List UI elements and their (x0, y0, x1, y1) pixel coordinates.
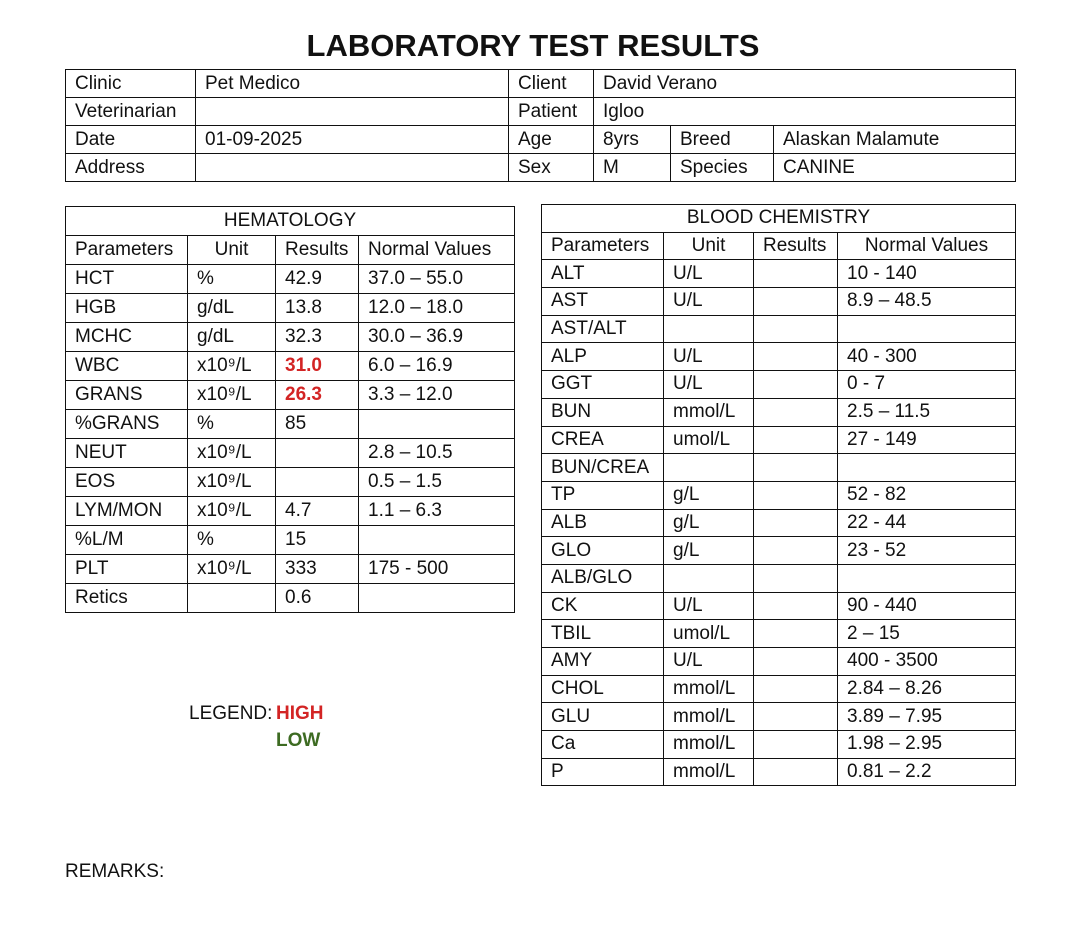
unit-cell: U/L (664, 371, 754, 399)
normal-values-cell (838, 564, 1016, 592)
result-cell (754, 371, 838, 399)
table-row (542, 288, 1016, 316)
table-row (542, 260, 1016, 288)
result-cell (754, 509, 838, 537)
parameter-cell: TBIL (542, 620, 664, 648)
normal-values-cell: 3.89 – 7.95 (838, 703, 1016, 731)
hematology-table (65, 206, 515, 613)
unit-cell: % (188, 410, 276, 439)
parameter-cell: MCHC (66, 323, 188, 352)
table-row (66, 410, 515, 439)
clinic-label: Clinic (66, 70, 196, 98)
table-row (66, 555, 515, 584)
result-cell: 32.3 (276, 323, 359, 352)
parameter-cell: ALB/GLO (542, 564, 664, 592)
table-row (542, 537, 1016, 565)
result-cell: 4.7 (276, 497, 359, 526)
normal-values-cell (359, 584, 515, 613)
table-row (542, 343, 1016, 371)
unit-cell (664, 315, 754, 343)
result-cell (754, 260, 838, 288)
legend-low: LOW (276, 730, 321, 751)
unit-cell: g/L (664, 509, 754, 537)
hematology-title: HEMATOLOGY (66, 207, 515, 236)
info-row (66, 70, 1016, 98)
table-row (66, 352, 515, 381)
result-cell (754, 620, 838, 648)
table-row (542, 371, 1016, 399)
result-cell (754, 703, 838, 731)
parameter-cell: CREA (542, 426, 664, 454)
unit-cell: g/dL (188, 294, 276, 323)
normal-values-cell: 0 - 7 (838, 371, 1016, 399)
result-cell: 333 (276, 555, 359, 584)
column-header: Results (754, 232, 838, 260)
normal-values-cell: 1.98 – 2.95 (838, 731, 1016, 759)
table-row (66, 265, 515, 294)
unit-cell: mmol/L (664, 731, 754, 759)
patient-value: Igloo (594, 98, 1016, 126)
table-row (542, 509, 1016, 537)
unit-cell: U/L (664, 288, 754, 316)
table-row (66, 526, 515, 555)
unit-cell: umol/L (664, 426, 754, 454)
unit-cell: umol/L (664, 620, 754, 648)
unit-cell (664, 454, 754, 482)
parameter-cell: TP (542, 481, 664, 509)
column-header: Unit (188, 236, 276, 265)
table-title-row (542, 205, 1016, 233)
parameter-cell: HGB (66, 294, 188, 323)
result-cell: 26.3 (276, 381, 359, 410)
table-row (542, 426, 1016, 454)
result-cell (754, 315, 838, 343)
result-cell: 85 (276, 410, 359, 439)
species-value: CANINE (774, 154, 1016, 182)
parameter-cell: EOS (66, 468, 188, 497)
result-cell (754, 454, 838, 482)
result-cell (754, 592, 838, 620)
table-row (66, 439, 515, 468)
parameter-cell: %GRANS (66, 410, 188, 439)
result-cell: 0.6 (276, 584, 359, 613)
unit-cell: % (188, 526, 276, 555)
table-row (66, 294, 515, 323)
normal-values-cell: 40 - 300 (838, 343, 1016, 371)
normal-values-cell: 6.0 – 16.9 (359, 352, 515, 381)
result-cell (754, 398, 838, 426)
parameter-cell: HCT (66, 265, 188, 294)
info-row (66, 154, 1016, 182)
date-value: 01-09-2025 (196, 126, 509, 154)
parameter-cell: P (542, 758, 664, 786)
result-cell (754, 426, 838, 454)
normal-values-cell: 22 - 44 (838, 509, 1016, 537)
legend-high: HIGH (276, 703, 324, 724)
normal-values-cell: 37.0 – 55.0 (359, 265, 515, 294)
table-row (542, 731, 1016, 759)
table-row (542, 620, 1016, 648)
vet-value (196, 98, 509, 126)
normal-values-cell: 400 - 3500 (838, 648, 1016, 676)
table-row (542, 454, 1016, 482)
result-cell (754, 288, 838, 316)
column-header: Normal Values (359, 236, 515, 265)
unit-cell: U/L (664, 648, 754, 676)
normal-values-cell: 30.0 – 36.9 (359, 323, 515, 352)
vet-label: Veterinarian (66, 98, 196, 126)
normal-values-cell (359, 526, 515, 555)
remarks-label: REMARKS: (65, 861, 165, 882)
page-title: LABORATORY TEST RESULTS (306, 28, 760, 63)
parameter-cell: CK (542, 592, 664, 620)
parameter-cell: BUN (542, 398, 664, 426)
address-value (196, 154, 509, 182)
result-cell: 15 (276, 526, 359, 555)
normal-values-cell: 3.3 – 12.0 (359, 381, 515, 410)
breed-label: Breed (671, 126, 774, 154)
unit-cell: x10⁹/L (188, 381, 276, 410)
parameter-cell: Retics (66, 584, 188, 613)
unit-cell: g/L (664, 481, 754, 509)
unit-cell: x10⁹/L (188, 439, 276, 468)
normal-values-cell: 52 - 82 (838, 481, 1016, 509)
address-label: Address (66, 154, 196, 182)
unit-cell: mmol/L (664, 758, 754, 786)
info-row (66, 126, 1016, 154)
parameter-cell: GRANS (66, 381, 188, 410)
client-value: David Verano (594, 70, 1016, 98)
parameter-cell: NEUT (66, 439, 188, 468)
result-cell (754, 343, 838, 371)
table-row (66, 584, 515, 613)
table-row (66, 468, 515, 497)
table-row (542, 592, 1016, 620)
normal-values-cell: 2.5 – 11.5 (838, 398, 1016, 426)
result-cell (276, 439, 359, 468)
blood-chemistry-body (542, 205, 1016, 786)
unit-cell: mmol/L (664, 675, 754, 703)
blood-chemistry-table (541, 204, 1016, 786)
normal-values-cell: 10 - 140 (838, 260, 1016, 288)
normal-values-cell: 90 - 440 (838, 592, 1016, 620)
normal-values-cell: 1.1 – 6.3 (359, 497, 515, 526)
sex-value: M (594, 154, 671, 182)
client-label: Client (509, 70, 594, 98)
unit-cell: mmol/L (664, 398, 754, 426)
unit-cell: U/L (664, 343, 754, 371)
parameter-cell: AMY (542, 648, 664, 676)
normal-values-cell: 0.81 – 2.2 (838, 758, 1016, 786)
unit-cell: mmol/L (664, 703, 754, 731)
result-cell (754, 731, 838, 759)
hematology-body (66, 207, 515, 613)
normal-values-cell: 2.8 – 10.5 (359, 439, 515, 468)
unit-cell (188, 584, 276, 613)
parameter-cell: LYM/MON (66, 497, 188, 526)
species-label: Species (671, 154, 774, 182)
table-row (542, 564, 1016, 592)
table-row (542, 758, 1016, 786)
parameter-cell: BUN/CREA (542, 454, 664, 482)
parameter-cell: WBC (66, 352, 188, 381)
table-row (66, 323, 515, 352)
column-header: Unit (664, 232, 754, 260)
unit-cell: U/L (664, 592, 754, 620)
parameter-cell: CHOL (542, 675, 664, 703)
normal-values-cell: 8.9 – 48.5 (838, 288, 1016, 316)
table-header-row (542, 232, 1016, 260)
normal-values-cell: 23 - 52 (838, 537, 1016, 565)
normal-values-cell: 2 – 15 (838, 620, 1016, 648)
normal-values-cell: 12.0 – 18.0 (359, 294, 515, 323)
table-row (66, 497, 515, 526)
unit-cell: g/L (664, 537, 754, 565)
column-header: Normal Values (838, 232, 1016, 260)
unit-cell: x10⁹/L (188, 555, 276, 584)
parameter-cell: AST/ALT (542, 315, 664, 343)
parameter-cell: ALT (542, 260, 664, 288)
parameter-cell: GLU (542, 703, 664, 731)
table-row (542, 648, 1016, 676)
unit-cell (664, 564, 754, 592)
result-cell: 31.0 (276, 352, 359, 381)
table-row (542, 398, 1016, 426)
blood-chemistry-title: BLOOD CHEMISTRY (542, 205, 1016, 233)
legend-label: LEGEND: (189, 703, 273, 724)
unit-cell: x10⁹/L (188, 497, 276, 526)
column-header: Results (276, 236, 359, 265)
result-cell (754, 648, 838, 676)
patient-label: Patient (509, 98, 594, 126)
normal-values-cell: 27 - 149 (838, 426, 1016, 454)
unit-cell: % (188, 265, 276, 294)
age-label: Age (509, 126, 594, 154)
result-cell: 42.9 (276, 265, 359, 294)
parameter-cell: ALB (542, 509, 664, 537)
date-label: Date (66, 126, 196, 154)
normal-values-cell (838, 454, 1016, 482)
table-row (66, 381, 515, 410)
column-header: Parameters (542, 232, 664, 260)
breed-value: Alaskan Malamute (774, 126, 1016, 154)
parameter-cell: GLO (542, 537, 664, 565)
patient-info-table (65, 69, 1016, 182)
column-header: Parameters (66, 236, 188, 265)
parameter-cell: ALP (542, 343, 664, 371)
normal-values-cell (359, 410, 515, 439)
normal-values-cell: 2.84 – 8.26 (838, 675, 1016, 703)
normal-values-cell (838, 315, 1016, 343)
parameter-cell: GGT (542, 371, 664, 399)
table-row (542, 675, 1016, 703)
table-row (542, 703, 1016, 731)
parameter-cell: PLT (66, 555, 188, 584)
unit-cell: g/dL (188, 323, 276, 352)
unit-cell: x10⁹/L (188, 468, 276, 497)
age-value: 8yrs (594, 126, 671, 154)
info-row (66, 98, 1016, 126)
table-row (542, 315, 1016, 343)
result-cell (276, 468, 359, 497)
table-title-row (66, 207, 515, 236)
unit-cell: U/L (664, 260, 754, 288)
result-cell: 13.8 (276, 294, 359, 323)
table-header-row (66, 236, 515, 265)
result-cell (754, 564, 838, 592)
result-cell (754, 758, 838, 786)
parameter-cell: %L/M (66, 526, 188, 555)
parameter-cell: AST (542, 288, 664, 316)
sex-label: Sex (509, 154, 594, 182)
unit-cell: x10⁹/L (188, 352, 276, 381)
result-cell (754, 537, 838, 565)
result-cell (754, 675, 838, 703)
normal-values-cell: 175 - 500 (359, 555, 515, 584)
table-row (542, 481, 1016, 509)
result-cell (754, 481, 838, 509)
parameter-cell: Ca (542, 731, 664, 759)
clinic-value: Pet Medico (196, 70, 509, 98)
normal-values-cell: 0.5 – 1.5 (359, 468, 515, 497)
